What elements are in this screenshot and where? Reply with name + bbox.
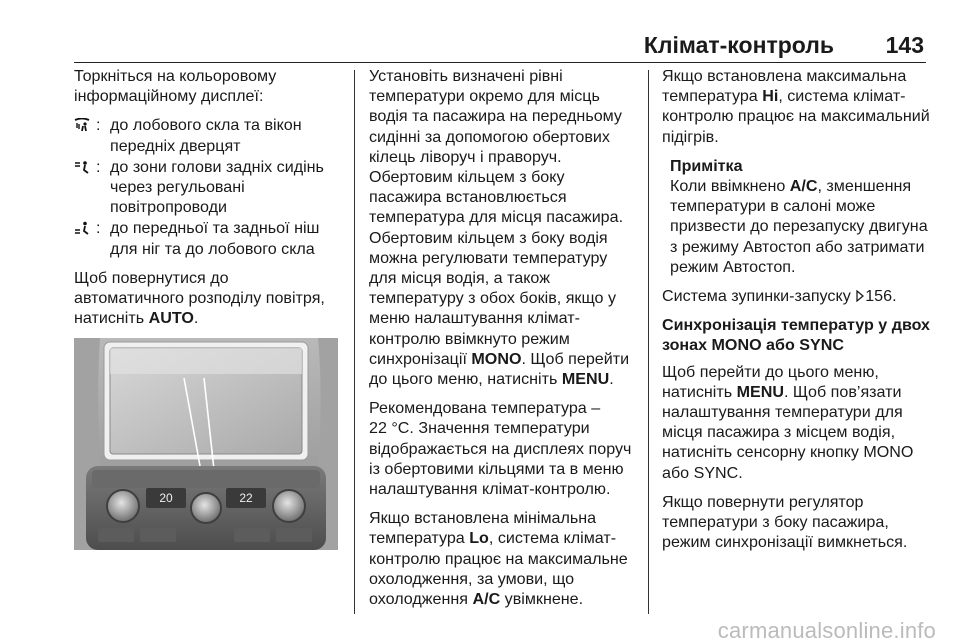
page-reference-link[interactable]: 156 <box>865 287 893 306</box>
menu-label: MENU <box>736 382 784 401</box>
page-header <box>74 30 926 63</box>
intro-paragraph: Торкніться на кольоровому інформаційному дисплеї: <box>74 67 277 106</box>
list-item: : до лобового скла та вікон передніх дверцят <box>74 115 346 155</box>
sync-paragraph: Щоб перейти до цього меню, натисніть MENU. Щоб пов’язати налаштування температури для місця пасажира з місцем водія, натисніть сенсорну кнопку MONO або SYNC. <box>662 362 914 482</box>
page-reference-arrow-icon <box>855 287 865 305</box>
note-box: Примітка Коли ввімкнено A/C, зменшення температури в салоні може призвести до перезапуску двигуна з режиму Автостоп або затримати режим Автостоп. <box>662 156 930 277</box>
ac-label: A/C <box>472 590 501 609</box>
footwell-airflow-icon <box>74 218 96 238</box>
list-item: : до зони голови задніх сидінь через регульовані повітропроводи <box>74 157 346 218</box>
column-2 <box>369 66 633 618</box>
airflow-list <box>74 115 346 258</box>
page-number: 143 <box>885 32 924 58</box>
head-airflow-icon <box>74 157 96 177</box>
page-title: Клімат-контроль <box>643 32 834 58</box>
preset-paragraph: Установіть визначені рівні температури окремо для місць водія та пасажира на передньому сидінні за допомогою обертових кілець ліворуч і праворуч. Обертовим кільцем з боку пасажира встановлюється температура для місця пасажира. Обертовим кільцем з боку водія можна регулювати температуру для місця водія, а також температуру з обох боків, якщо у меню налаштування клімат- контролю ввімкнуто режим синхронізації MONO. Щоб перейти до цього меню, натисніть MENU. <box>369 67 630 389</box>
column-divider-1 <box>354 70 355 614</box>
column-1 <box>74 66 346 384</box>
recommended-temp-paragraph: Рекомендована температура – 22 °C. Значення температури відображається на дисплеях поруч із обертовими кільцями та в меню налаштування клімат-контролю. <box>369 399 632 499</box>
left-temperature-display: 20 <box>159 491 173 505</box>
note-heading: Примітка <box>670 156 743 175</box>
lo-label: Lo <box>469 529 489 548</box>
auto-button-label: AUTO <box>148 309 194 328</box>
right-temperature-display: 22 <box>239 491 253 505</box>
windscreen-airflow-icon <box>74 115 96 135</box>
min-temp-paragraph: Якщо встановлена мінімальна температура Lo, система клімат- контролю працює на максимальне охолодження, за умови, що охолодження A/C увімкнене. <box>369 509 628 609</box>
revert-paragraph: Якщо повернути регулятор температури з боку пасажира, режим синхронізації вимкнеться. <box>662 492 908 552</box>
mono-label: MONO <box>471 349 522 368</box>
auto-paragraph: Щоб повернутися до автоматичного розподілу повітря, натисніть AUTO. <box>74 268 325 328</box>
hi-label: Hi <box>762 87 779 106</box>
stop-start-reference: Система зупинки-запуску 156. <box>662 287 897 306</box>
column-divider-2 <box>648 70 649 614</box>
list-item: : до передньої та задньої ніш для ніг та до лобового скла <box>74 218 346 258</box>
climate-control-panel-photo <box>74 338 338 550</box>
ac-label: A/C <box>789 177 818 196</box>
sync-heading: Синхронізація температур у двох зонах MONO або SYNC <box>662 316 931 355</box>
menu-label: MENU <box>561 370 610 389</box>
column-3 <box>662 66 930 561</box>
watermark: carmanualsonline.info <box>717 618 936 643</box>
max-temp-paragraph: Якщо встановлена максимальна температура Hi, система клімат- контролю працює на максимальний підігрів. <box>662 67 930 146</box>
